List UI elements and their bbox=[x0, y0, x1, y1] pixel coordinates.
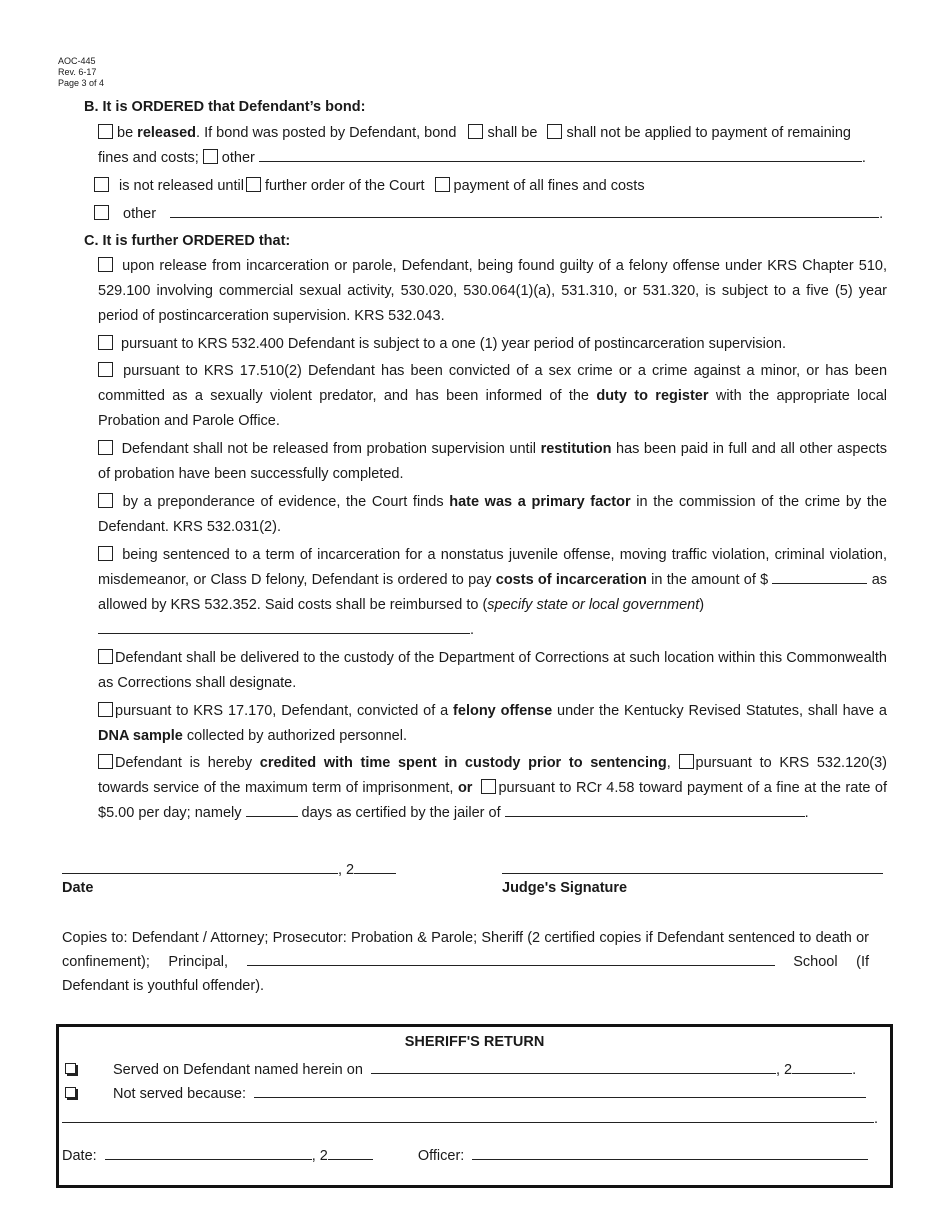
order-costs-incarceration: being sentenced to a term of incarceration for a nonstatus juvenile offense, moving traffic violation, criminal violation, misdemeanor, or Class D felony, Defendant is ordered to pay costs of incarceration in the amount of $ as allowed by KRS 532.352. Said costs shall be reimbursed to (specify state or local government) . bbox=[98, 547, 888, 638]
order-duty-to-register: pursuant to KRS 17.510(2) Defendant has been convicted of a sex crime or a crime against a minor, or has been committed as a sexually violent predator, and has been informed of the duty to register with the appropriate local Probation and Parole Office. bbox=[98, 363, 888, 429]
postincarceration-5yr-checkbox[interactable] bbox=[98, 257, 113, 272]
judge-signature-label: Judge's Signature bbox=[502, 880, 628, 896]
form-header bbox=[58, 56, 104, 89]
postincarceration-1yr-checkbox[interactable] bbox=[98, 335, 113, 350]
costs-incarceration-checkbox[interactable] bbox=[98, 546, 113, 561]
payment-fines-checkbox[interactable] bbox=[435, 177, 450, 192]
credit-days-blank[interactable] bbox=[246, 803, 298, 817]
bond-released-row: be released. If bond was posted by Defendant, bond shall be shall not be applied to payment of remaining bbox=[98, 121, 851, 146]
order-hate-factor: by a preponderance of evidence, the Court finds hate was a primary factor in the commission of the crime by the Defendant. KRS 532.031(2). bbox=[98, 494, 887, 535]
date-signature-line: , 2 bbox=[62, 858, 396, 883]
custody-credit-checkbox[interactable] bbox=[98, 754, 113, 769]
served-row: Served on Defendant named herein on , 2 . bbox=[65, 1058, 856, 1083]
bond-released-row-cont: fines and costs; other . bbox=[98, 150, 866, 166]
credit-fine-checkbox[interactable] bbox=[481, 779, 496, 794]
jailer-county-blank[interactable] bbox=[505, 803, 805, 817]
section-b-heading: B. It is ORDERED that Defendant’s bond: bbox=[84, 99, 366, 115]
bond-shall-not-be-checkbox[interactable] bbox=[547, 124, 562, 139]
return-year-blank[interactable] bbox=[328, 1146, 373, 1160]
served-year-blank[interactable] bbox=[792, 1060, 852, 1074]
not-served-checkbox[interactable] bbox=[65, 1087, 76, 1098]
form-id: AOC-445 bbox=[58, 56, 96, 66]
officer-blank[interactable] bbox=[472, 1146, 868, 1160]
not-served-row: Not served because: bbox=[65, 1082, 866, 1107]
bond-other2-blank[interactable] bbox=[170, 204, 879, 218]
copies-to: Copies to: Defendant / Attorney; Prosecutor: Probation & Parole; Sheriff (2 certified copies if Defendant sentenced to death or confinement); Principal, School (If Defendant is youthful offender). bbox=[62, 930, 870, 994]
credit-imprisonment-checkbox[interactable] bbox=[679, 754, 694, 769]
further-order-checkbox[interactable] bbox=[246, 177, 261, 192]
bond-shall-be-checkbox[interactable] bbox=[468, 124, 483, 139]
section-c-heading: C. It is further ORDERED that: bbox=[84, 233, 291, 249]
bond-other-blank[interactable] bbox=[259, 148, 862, 162]
order-custody-credit: Defendant is hereby credited with time spent in custody prior to sentencing, pursuant to KRS 532.120(3) towards service of the maximum term of imprisonment, or pursuant to RCr 4.58 toward payment of a fine at the rate of $5.00 per day; namely days as certified by the jailer of . bbox=[98, 755, 888, 821]
order-postincarceration-1yr: pursuant to KRS 532.400 Defendant is subject to a one (1) year period of postincarceration supervision. bbox=[98, 332, 887, 357]
principal-school-blank[interactable] bbox=[247, 952, 775, 966]
date-blank[interactable] bbox=[62, 860, 338, 874]
restitution-checkbox[interactable] bbox=[98, 440, 113, 455]
bond-not-released-row: is not released until further order of the Court payment of all fines and costs bbox=[94, 174, 645, 199]
dna-sample-checkbox[interactable] bbox=[98, 702, 113, 717]
order-restitution: Defendant shall not be released from probation supervision until restitution has been paid in full and all other aspects of probation have been successfully completed. bbox=[98, 441, 887, 482]
not-served-reason-blank-2[interactable] bbox=[62, 1109, 874, 1123]
not-served-reason-cont: . bbox=[62, 1107, 878, 1132]
not-served-reason-blank[interactable] bbox=[254, 1084, 866, 1098]
reimbursed-to-blank[interactable] bbox=[98, 620, 470, 634]
served-date-blank[interactable] bbox=[371, 1060, 776, 1074]
bond-released-checkbox[interactable] bbox=[98, 124, 113, 139]
order-dna-sample: pursuant to KRS 17.170, Defendant, convicted of a felony offense under the Kentucky Revised Statutes, shall have a DNA sample collected by authorized personnel. bbox=[98, 703, 887, 744]
order-postincarceration-5yr: upon release from incarceration or parole, Defendant, being found guilty of a felony offense under KRS Chapter 510, 529.100 involving commercial sexual activity, 530.020, 530.064(1)(a), 531.310, or 531.320, is subject to a five (5) year period of postincarceration supervision. KRS 532.043. bbox=[98, 258, 887, 324]
not-released-checkbox[interactable] bbox=[94, 177, 109, 192]
bond-other-checkbox[interactable] bbox=[203, 149, 218, 164]
judge-signature-blank[interactable] bbox=[502, 860, 883, 874]
sheriffs-return-title: SHERIFF'S RETURN bbox=[404, 1034, 545, 1050]
date-year-blank[interactable] bbox=[354, 860, 396, 874]
return-date-officer-row: Date: , 2 Officer: bbox=[62, 1144, 868, 1169]
duty-to-register-checkbox[interactable] bbox=[98, 362, 113, 377]
page-number: Page 3 of 4 bbox=[58, 78, 105, 88]
bond-other-row: other . bbox=[94, 202, 883, 227]
order-doc-custody: Defendant shall be delivered to the custody of the Department of Corrections at such location within this Commonwealth as Corrections shall designate. bbox=[98, 650, 887, 691]
return-date-blank[interactable] bbox=[105, 1146, 312, 1160]
costs-amount-blank[interactable] bbox=[772, 570, 867, 584]
hate-factor-checkbox[interactable] bbox=[98, 493, 113, 508]
form-revision: Rev. 6-17 bbox=[58, 67, 97, 77]
bond-other2-checkbox[interactable] bbox=[94, 205, 109, 220]
sheriffs-return-box bbox=[56, 1024, 893, 1188]
served-checkbox[interactable] bbox=[65, 1063, 76, 1074]
doc-custody-checkbox[interactable] bbox=[98, 649, 113, 664]
date-label: Date bbox=[62, 880, 94, 896]
